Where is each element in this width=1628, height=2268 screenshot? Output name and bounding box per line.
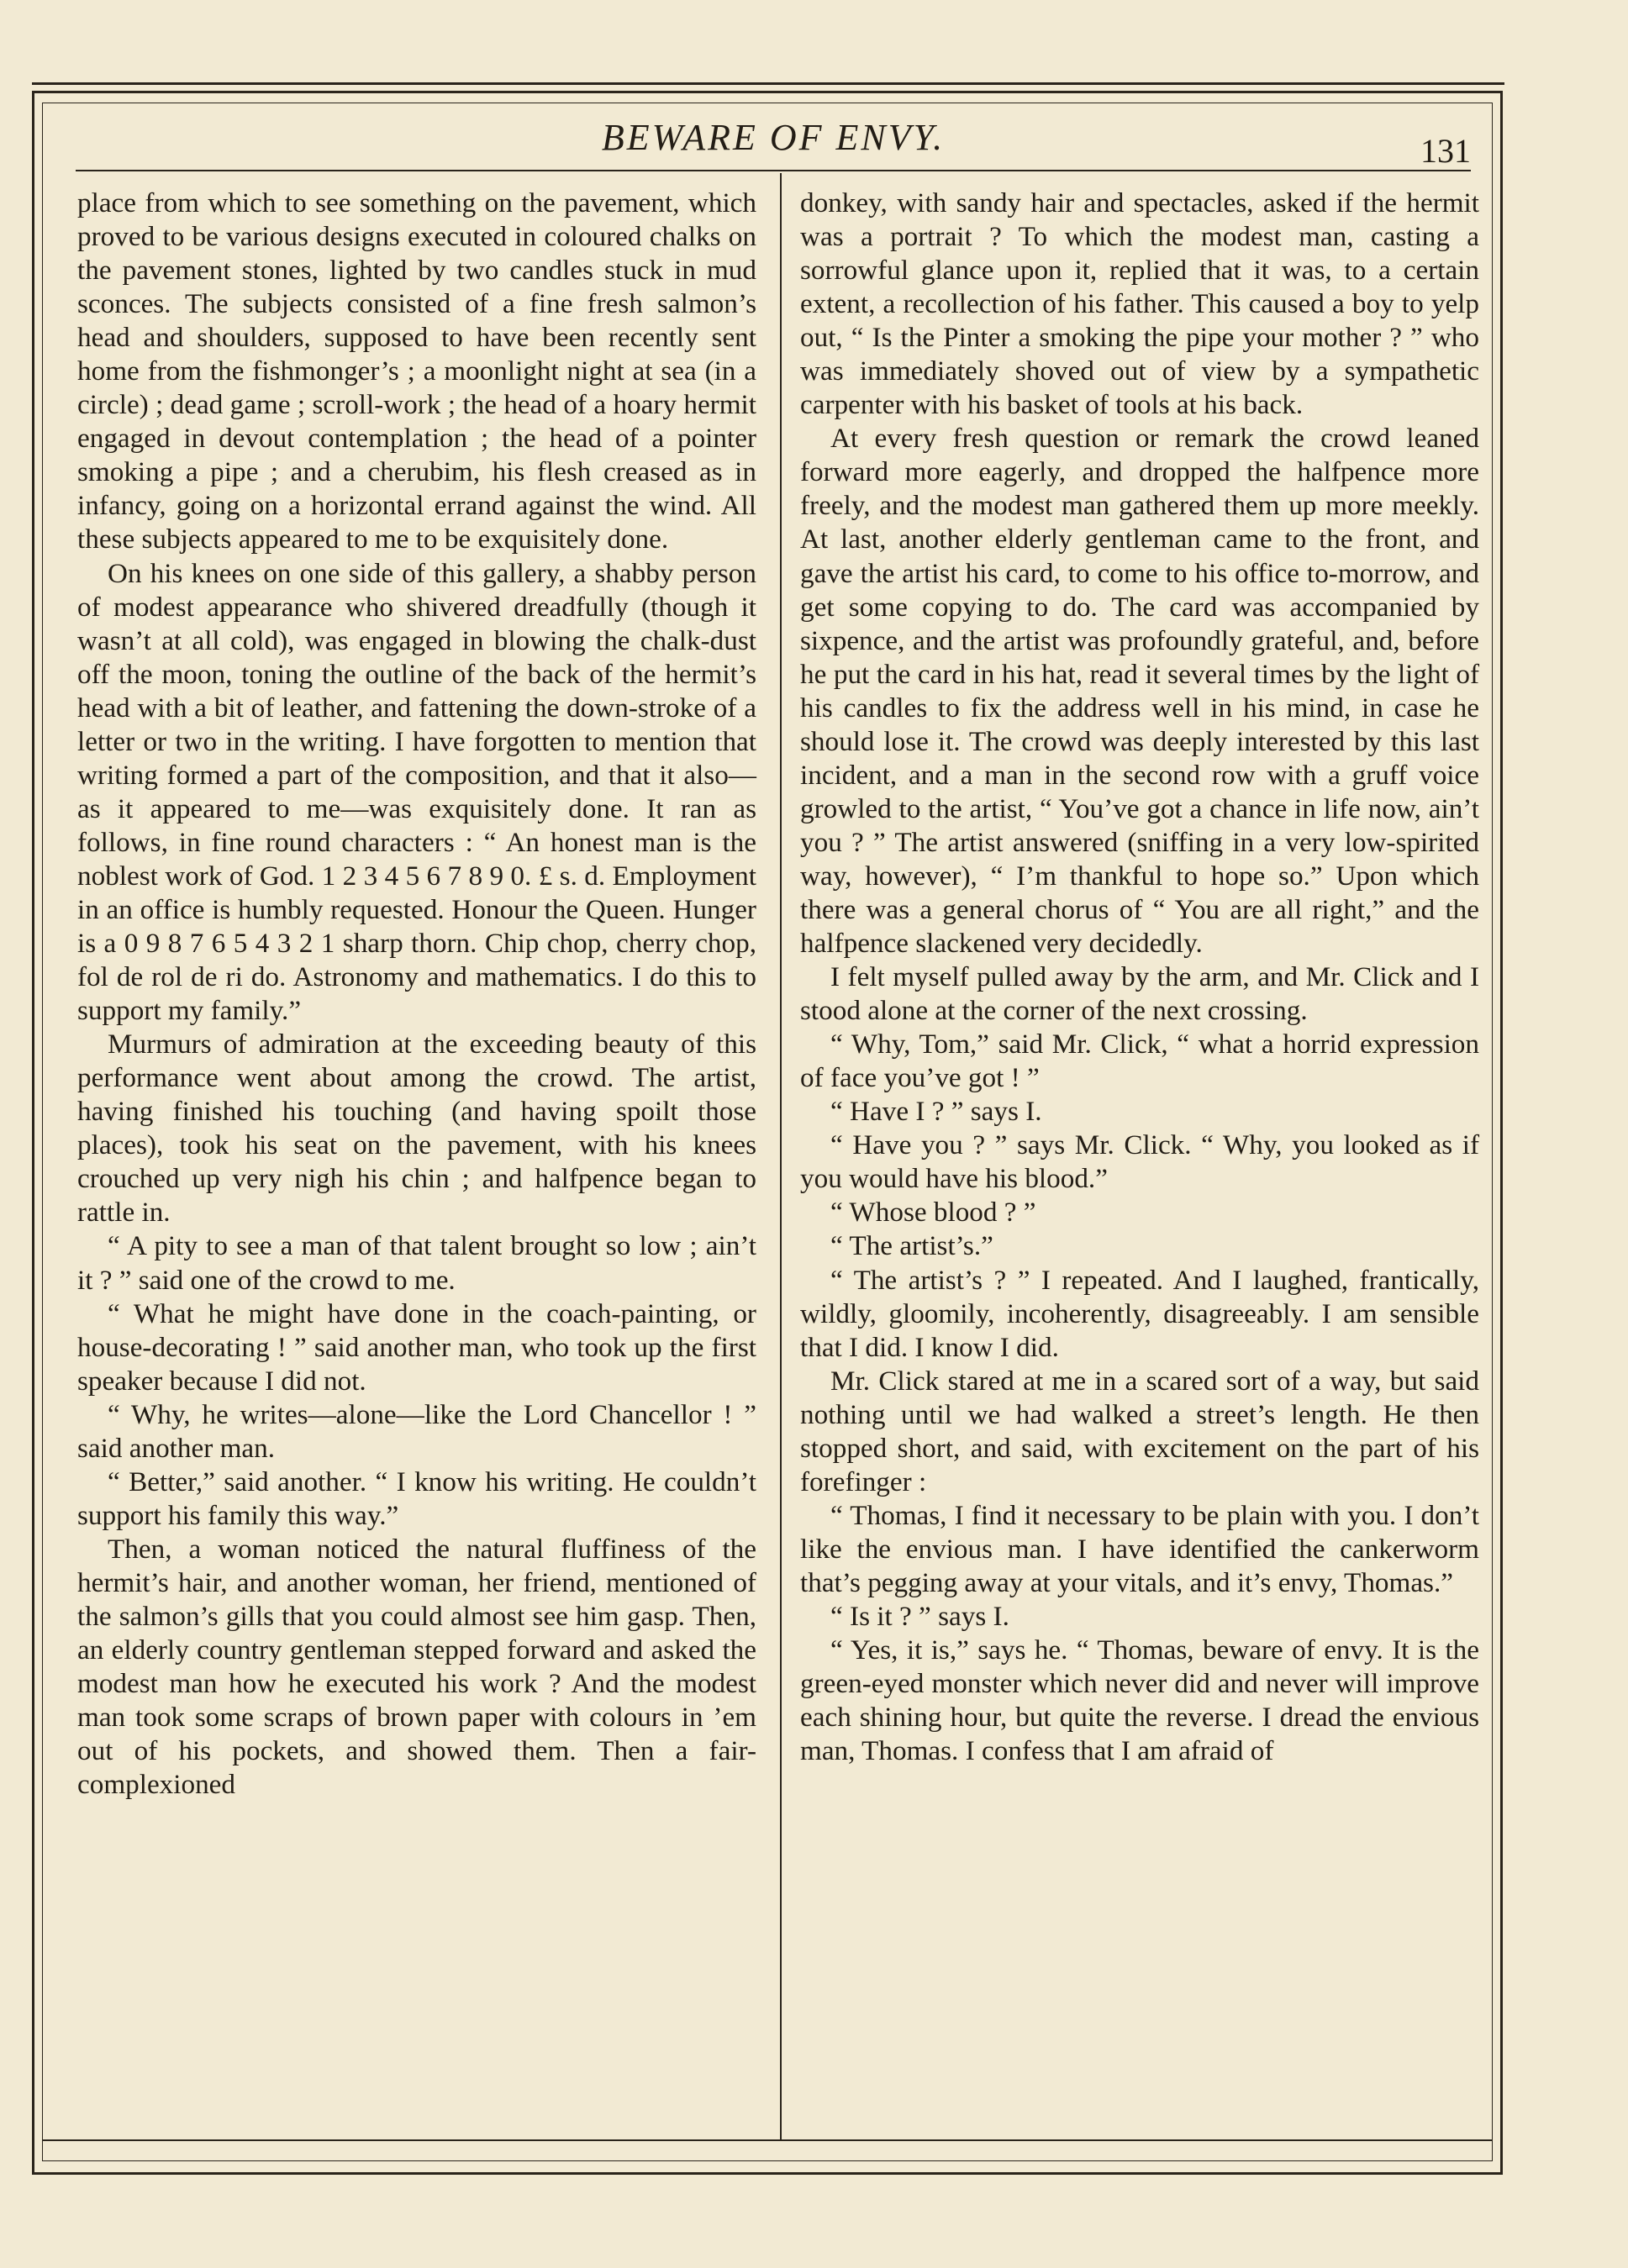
paragraph: “ Better,” said another. “ I know his writing. He couldn’t support his family this way.”	[77, 1466, 756, 1531]
left-column	[77, 187, 756, 1802]
header-rule	[76, 170, 1471, 171]
paragraph: place from which to see something on the pavement, which proved to be various designs executed in coloured chalks on the pavement stones, lighted by two candles stuck in mud sconces. The subjects consisted of a fine fresh salmon’s head and shoulders, supposed to have been recently sent home from the fishmonger’s ; a moonlight night at sea (in a circle) ; dead game ; scroll-work ; the head of a hoary hermit engaged in devout contemplation ; the head of a pointer smoking a pipe ; and a cherubim, his flesh creased as in infancy, going on a horizontal errand against the wind. All these subjects appeared to me to be exquisitely done.	[77, 187, 756, 555]
paragraph: “ What he might have done in the coach-painting, or house-decorating ! ” said another man, who took up the first speaker because I did not.	[77, 1297, 756, 1397]
paragraph: Mr. Click stared at me in a scared sort of a way, but said nothing until we had walked a street’s length. He then stopped short, and said, with excitement on the part of his forefinger :	[800, 1365, 1479, 1497]
paragraph: Then, a woman noticed the natural fluffiness of the hermit’s hair, and another woman, her friend, mentioned of the salmon’s gills that you could almost see him gasp. Then, an elderly country gentleman stepped forward and asked the modest man how he executed his work ? And the modest man took some scraps of brown paper with colours in ’em out of his pockets, and showed them. Then a fair-complexioned	[77, 1533, 756, 1801]
paragraph: “ The artist’s ? ” I repeated. And I laughed, frantically, wildly, gloomily, incoherently, disagreeably. I am sensible that I did. I know I did.	[800, 1264, 1479, 1363]
paragraph: “ Have I ? ” says I.	[830, 1096, 1042, 1128]
paragraph: “ Why, he writes—alone—like the Lord Chancellor ! ” said another man.	[77, 1398, 756, 1464]
paragraph: Murmurs of admiration at the exceeding beauty of this performance went about among the crowd. The artist, having finished his touching (and having spoilt those places), took his seat on the pavement, with his knees crouched up very nigh his chin ; and halfpence began to rattle in.	[77, 1029, 756, 1229]
top-border-rule	[32, 82, 1504, 85]
paragraph: “ A pity to see a man of that talent brought so low ; ain’t it ? ” said one of the crowd to me.	[77, 1230, 756, 1296]
paragraph: “ Whose blood ? ”	[830, 1197, 1036, 1229]
paragraph: “ The artist’s.”	[830, 1230, 993, 1262]
paragraph: I felt myself pulled away by the arm, and Mr. Click and I stood alone at the corner of the next crossing.	[800, 961, 1479, 1027]
bottom-rule	[42, 2139, 1493, 2141]
paragraph: “ Why, Tom,” said Mr. Click, “ what a horrid expression of face you’ve got ! ”	[800, 1029, 1479, 1094]
paragraph: On his knees on one side of this gallery, a shabby person of modest appearance who shivered dreadfully (though it wasn’t at all cold), was engaged in blowing the chalk-dust off the moon, toning the outline of the back of the hermit’s head with a bit of leather, and fattening the down-stroke of a letter or two in the writing. I have forgotten to mention that writing formed a part of the composition, and that it also—as it appeared to me—was exquisitely done. It ran as follows, in fine round characters : “ An honest man is the noblest work of God. 1 2 3 4 5 6 7 8 9 0. £ s. d. Employment in an office is humbly requested. Honour the Queen. Hunger is a 0 9 8 7 6 5 4 3 2 1 sharp thorn. Chip chop, cherry chop, fol de rol de ri do. Astronomy and mathematics. I do this to support my family.”	[77, 557, 756, 1027]
paragraph: “ Is it ? ” says I.	[830, 1600, 1009, 1632]
running-title: BEWARE OF ENVY.	[601, 117, 946, 158]
paragraph: “ Yes, it is,” says he. “ Thomas, beware of envy. It is the green-eyed monster which never did and never will improve each shining hour, but quite the reverse. I dread the envious man, Thomas. I confess that I am afraid of	[800, 1634, 1479, 1767]
paragraph: donkey, with sandy hair and spectacles, asked if the hermit was a portrait ? To which the modest man, casting a sorrowful glance upon it, replied that it was, to a certain extent, a recollection of his father. This caused a boy to yelp out, “ Is the Pinter a smoking the pipe your mother ? ” who was immediately shoved out of view by a sympathetic carpenter with his basket of tools at his back.	[800, 187, 1479, 421]
page-number: 131	[1420, 132, 1471, 170]
paragraph: “ Thomas, I find it necessary to be plain with you. I don’t like the envious man. I have identified the cankerworm that’s pegging away at your vitals, and it’s envy, Thomas.”	[800, 1499, 1479, 1598]
paragraph: “ Have you ? ” says Mr. Click. “ Why, you looked as if you would have his blood.”	[800, 1129, 1479, 1195]
paragraph: At every fresh question or remark the crowd leaned forward more eagerly, and dropped the halfpence more freely, and the modest man gathered them up more meekly. At last, another elderly gentleman came to the front, and gave the artist his card, to come to his office to-morrow, and get some copying to do. The card was accompanied by sixpence, and the artist was profoundly grateful, and, before he put the card in his hat, read it several times by the light of his candles to fix the address well in his mind, in case he should lose it. The crowd was deeply interested by this last incident, and a man in the second row with a gruff voice growled to the artist, “ You’ve got a chance in life now, ain’t you ? ” The artist answered (sniffing in a very low-spirited way, however), “ I’m thankful to hope so.” Upon which there was a general chorus of “ You are all right,” and the halfpence slackened very decidedly.	[800, 423, 1479, 960]
column-divider	[780, 173, 782, 2139]
page-header	[76, 111, 1471, 170]
right-column	[800, 187, 1479, 1768]
